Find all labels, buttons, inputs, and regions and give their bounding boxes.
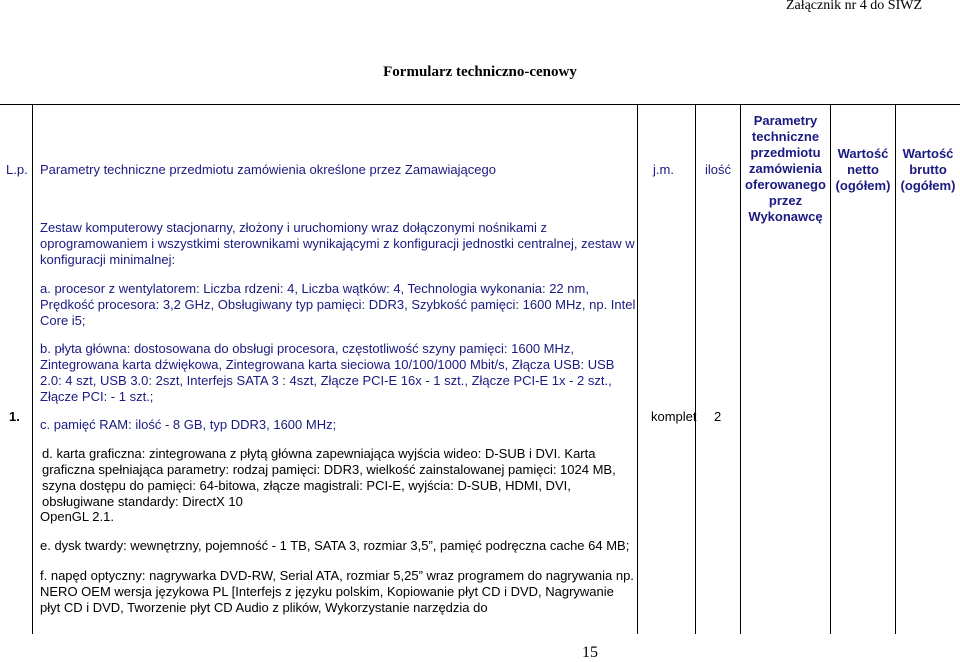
form-title: Formularz techniczno-cenowy	[383, 64, 577, 80]
row-jm: komplet	[651, 409, 697, 424]
item-f-text: f. napęd optyczny: nagrywarka DVD-RW, Serial ATA, rozmiar 5,25” wraz programem do nagrywania np. NERO OEM wersja językowa PL [Interfejs z języku polskim, Kopiowanie płyt CD i DVD, Nagrywanie płyt CD i DVD, Tworzenie płyt CD Audio z plików, Wykorzystanie narzędzia do	[40, 568, 634, 615]
header-offered-params: Parametry techniczne przedmiotu zamówienia oferowanego przez Wykonawcę	[745, 113, 826, 224]
page-number: 15	[582, 644, 598, 661]
col-border-jm	[637, 104, 638, 634]
row-lp: 1.	[9, 409, 20, 424]
attachment-label: Załącznik nr 4 do SIWZ	[785, 0, 922, 13]
header-gross: Wartość brutto (ogółem)	[900, 146, 956, 193]
item-c-text: c. pamięć RAM: ilość - 8 GB, typ DDR3, 1600 MHz;	[40, 417, 337, 432]
header-qty: ilość	[705, 162, 732, 177]
header-jm: j.m.	[653, 162, 674, 177]
header-net: Wartość netto (ogółem)	[835, 146, 891, 193]
header-lp: L.p.	[6, 162, 28, 177]
header-params: Parametry techniczne przedmiotu zamówienia określone przez Zamawiającego	[40, 162, 496, 177]
intro-text: Zestaw komputerowy stacjonarny, złożony i uruchomiony wraz dołączonymi nośnikami z oprogramowaniem i wszystkimi sterownikami wynikającymi z konfiguracji jednostki centralnej, zestaw w konfiguracji minimalnej:	[40, 220, 635, 267]
item-e-text: e. dysk twardy: wewnętrzny, pojemność - 1 TB, SATA 3, rozmiar 3,5”, pamięć podręczna cache 64 MB;	[40, 538, 630, 553]
row-qty: 2	[714, 409, 722, 424]
item-b-text: b. płyta główna: dostosowana do obsługi procesora, częstotliwość szyny pamięci: 1600 MHz, Zintegrowana karta dźwiękowa, Zintegrowana karta sieciowa 10/100/1000 Mbit/s, Złącza USB: USB 2.0: 4 szt, USB 3.0: 2szt, Interfejs SATA 3 : 4szt, Złącze PCI-E 16x - 1 szt., Złącze PCI-E 1x - 2 szt., Złącze PCI: - 1 szt.;	[40, 341, 615, 404]
table-top-border	[0, 104, 960, 105]
col-border-lp	[32, 104, 33, 634]
item-d-text-cont: OpenGL 2.1.	[40, 509, 114, 524]
item-d-text: d. karta graficzna: zintegrowana z płytą główna zapewniająca wyjścia wideo: D-SUB i DVI. Karta graficzna spełniająca parametry: rodzaj pamięci: DDR3, wielkość zainstalowanej pamięci: 1024 MB, szyna dostępu do pamięci: 64-bitowa, złącze magistrali: PCI-E, wyjścia: D-SUB, HDMI, DVI, obsługiwane standardy: DirectX 10	[42, 446, 616, 509]
col-border-qty	[695, 104, 696, 634]
item-a-text: a. procesor z wentylatorem: Liczba rdzeni: 4, Liczba wątków: 4, Technologia wykonania: 22 nm, Prędkość procesora: 3,2 GHz, Obsługiwany typ pamięci: DDR3, Szybkość pamięci: 1600 MHz, np. Intel Core i5;	[40, 281, 636, 328]
